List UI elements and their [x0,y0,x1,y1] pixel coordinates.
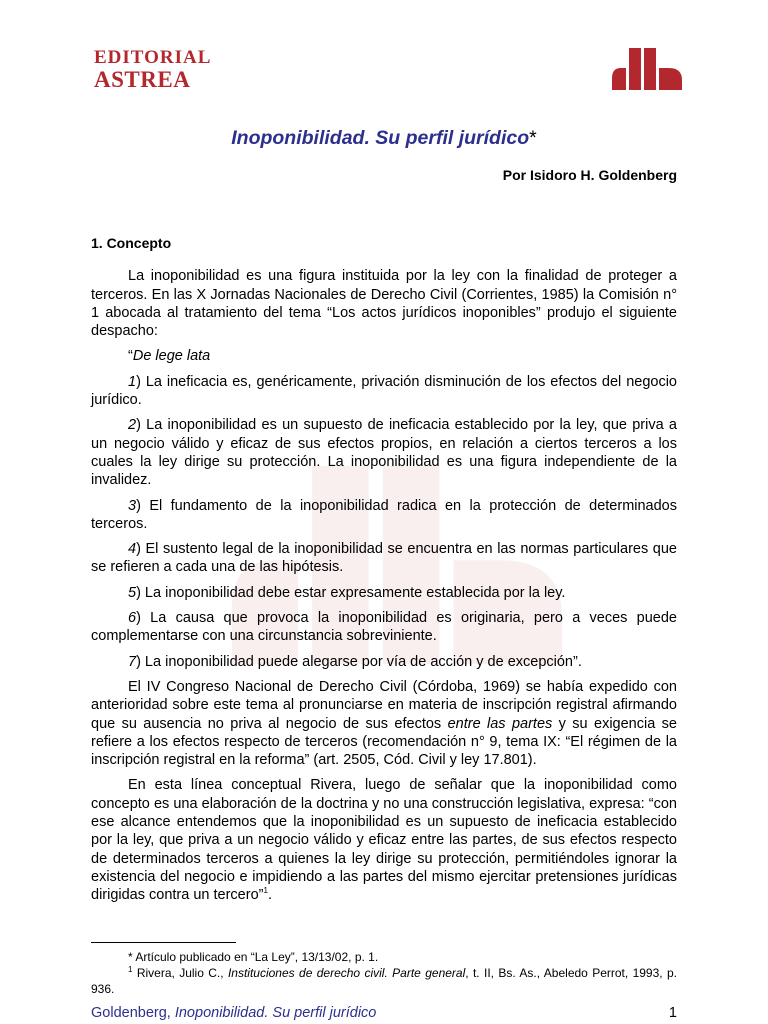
congreso-emphasis: entre las partes [447,715,553,732]
item-number: 5 [128,584,137,601]
item-text: ) El fundamento de la inoponibilidad radica en la protección de determinados terceros. [91,497,677,532]
publisher-line2: ASTREA [94,67,191,92]
rivera-text: En esta línea conceptual Rivera, luego de señalar que la inoponibilidad como concepto es una elaboración de la doctrina y no una construcción legislativa, expresa: “con ese alcance entendemos que la inoponibilidad es un supuesto de ineficacia establecido por la ley, que priva a un negocio válido y eficaz entre las partes, de sus efectos respecto de determinados terceros a quienes la ley dirige su protección, permitiéndoles ignorar la existencia del negocio e impidiendo a las partes del mismo ejercitar pretensiones jurídicas dirigidas contra un tercero” [91,777,677,904]
footnote-1-text-a: Rivera, Julio C., [132,966,228,980]
footnotes [91,949,677,997]
congreso-text-a: El IV Congreso Nacional de Derecho Civil (Córdoba, 1969) se había expedido con anterioridad sobre este tema al pronunciarse en materia de inscripción registral afirmando que su ausencia no priva al negocio de sus efectos [91,678,677,732]
congreso-text-b: y su exigencia se refiere a los efectos respecto de terceros (recomendación n° 9, tema IX: “El régimen de la inscripción registral en la reforma” (art. 2505, Cód. Civil y ley 17.801). [91,715,677,769]
item-text: ) El sustento legal de la inoponibilidad se encuentra en las normas particulares que se refieren a cada una de las hipótesis. [91,541,677,576]
list-item [91,497,677,534]
list-item [91,416,677,489]
rivera-end: . [267,887,272,904]
paragraph-congreso [91,678,677,769]
document-title [0,127,768,150]
footnote-ref[interactable]: 1 [263,886,268,896]
page-number: 1 [668,1005,677,1021]
footer-title: Inoponibilidad. Su perfil jurídico [174,1005,377,1021]
footnote-1-text-b: , t. II, Bs. As., Abeledo Perrot, 1993, p. 936. [91,966,677,996]
item-text: ) La causa que provoca la inoponibilidad es originaria, pero a veces puede complementarse con una circunstancia sobreviniente. [91,610,677,645]
footnote-1-mark: 1 [128,965,133,974]
item-number: 6 [128,610,137,627]
list-item [91,609,677,646]
item-text: ) La inoponibilidad puede alegarse por vía de acción y de excepción”. [136,653,582,670]
publisher-line1: EDITORIAL [94,47,212,68]
title-text: Inoponibilidad. Su perfil jurídico [231,127,530,149]
footnote-1-book-title: Instituciones de derecho civil. Parte general [227,966,466,980]
paragraph-de-lege-lata [91,347,677,365]
body-text [91,234,677,912]
list-item [91,540,677,577]
page-footer [91,1005,677,1021]
item-number: 3 [128,497,137,514]
publisher-brand [94,48,211,91]
footnote-star: * Artículo publicado en “La Ley”, 13/13/02, p. 1. [128,950,379,964]
footnote-1 [91,965,677,997]
item-number: 4 [128,541,137,558]
item-number: 7 [128,653,137,670]
item-text: ) La inoponibilidad debe estar expresamente establecida por la ley. [136,584,566,601]
item-text: ) La inoponibilidad es un supuesto de ineficacia establecido por la ley, que priva a un negocio válido y eficaz de sus efectos propios, en relación a ciertos terceros a los cuales la ley dirige su protección. La inoponibilidad es una figura independiente de la invalidez. [91,417,677,489]
list-item [91,373,677,410]
author-byline: Por Isidoro H. Goldenberg [502,167,677,183]
list-item [91,584,677,602]
section-heading: 1. Concepto [91,235,172,251]
astrea-logo-icon [612,48,682,90]
footer-author: Goldenberg, [91,1005,175,1021]
item-text: ) La ineficacia es, genéricamente, privación disminución de los efectos del negocio jurídico. [91,373,677,409]
item-number: 2 [128,417,137,434]
item-number: 1 [128,373,137,390]
quote-open: “ [128,348,133,365]
paragraph-rivera [91,776,677,904]
list-item [91,653,677,671]
de-lege-lata: De lege lata [132,348,211,365]
title-footnote-mark: * [529,127,537,149]
paragraph-intro: La inoponibilidad es una figura instituida por la ley con la finalidad de proteger a terceros. En las X Jornadas Nacionales de Derecho Civil (Corrientes, 1985) la Comisión n° 1 abocada al tratamiento del tema “Los actos jurídicos inoponibles” produjo el siguiente despacho: [91,268,677,340]
footnote-divider [91,942,236,943]
